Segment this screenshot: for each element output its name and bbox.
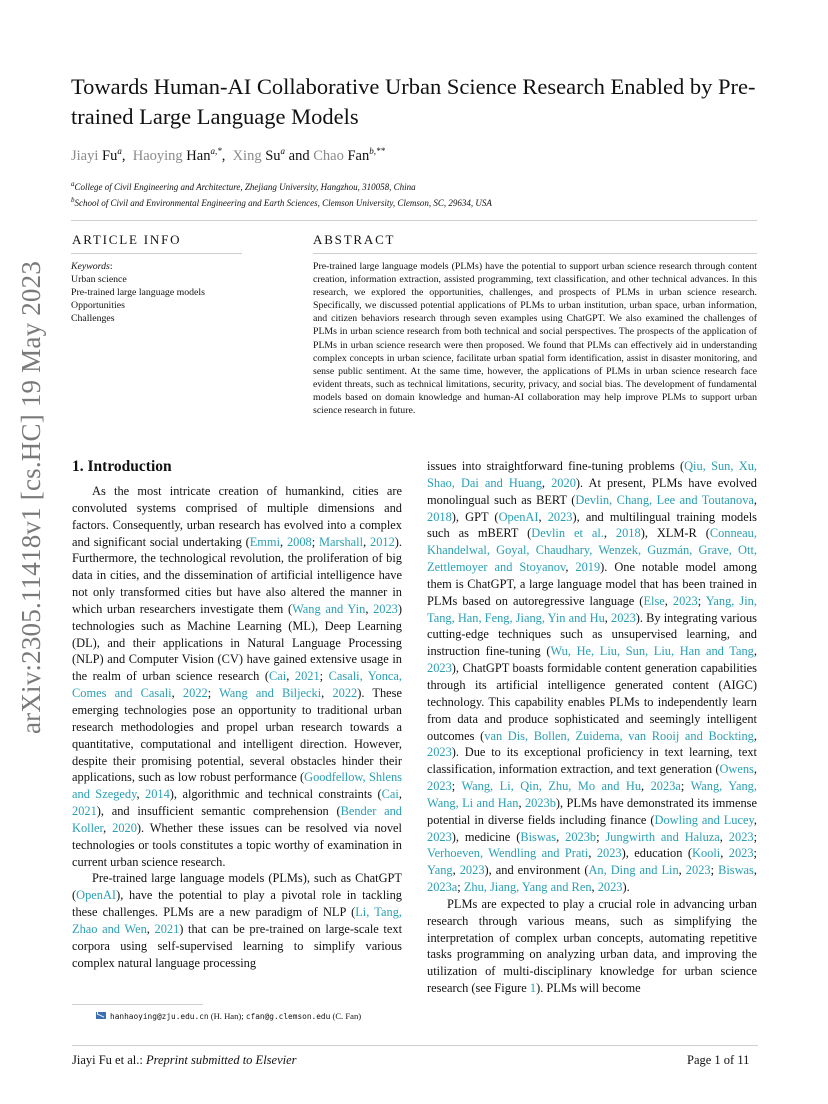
citation-link[interactable]: OpenAI [76, 888, 117, 903]
citation-link[interactable]: Goodfellow, Shlens and Szegedy [72, 770, 402, 802]
author-name: Jiayi Fu$^a$ [71, 146, 122, 164]
citation-link[interactable]: 2014 [145, 787, 170, 802]
citation-link[interactable]: Wang, Li, Qin, Zhu, Mo and Hu [461, 779, 642, 794]
citation-link[interactable]: Wang and Biljecki [219, 686, 322, 701]
paragraph: issues into straightforward fine-tuning problems (Qiu, Sun, Xu, Shao, Dai and Huang, 2020). At present, PLMs have evolved monolingual such as BERT (Devlin, Chang, Lee and Toutanova, 2018), GPT (OpenAI, 2023), and multilingual training models such as mBERT (Devlin et al., 2018), XLM-R (Conneau, Khandelwal, Goyal, Chaudhary, Wenzek, Guzmán, Grave, Ott, Zettlemoyer and Stoyanov, 2019). One notable model among them is ChatGPT, a large language model that has been trained in PLMs based on autoregressive language (Else, 2023; Yang, Jin, Tang, Han, Feng, Jiang, Yin and Hu, 2023). By integrating various cutting-edge techniques such as unsupervised learning, and instruction fine-tuning (Wu, He, Liu, Sun, Liu, Han and Tang, 2023), ChatGPT boasts formidable content generation capabilities through its artificial intelligence generated content (AIGC) technology. This capability enables PLMs to independently learn from data and produce sophisticated and seemingly intelligent outcomes (van Dis, Bollen, Zuidema, van Rooij and Bockting, 2023). Due to its exceptional proficiency in text learning, text classification, information extraction, and text generation (Owens, 2023; Wang, Li, Qin, Zhu, Mo and Hu, 2023a; Wang, Yang, Wang, Li and Han, 2023b), PLMs have demonstrated its immense potential in diverse fields including finance (Dowling and Lucey, 2023), medicine (Biswas, 2023b; Jungwirth and Haluza, 2023; Verhoeven, Wendling and Prati, 2023), education (Kooli, 2023; Yang, 2023), and environment (An, Ding and Lin, 2023; Biswas, 2023a; Zhu, Jiang, Yang and Ren, 2023). [427, 459, 758, 895]
citation-link[interactable]: Qiu, Sun, Xu, Shao, Dai and Huang [427, 459, 758, 490]
citation-link[interactable]: 2023a [650, 779, 681, 794]
citation-link[interactable]: 2023 [459, 863, 485, 878]
arxiv-id: arXiv:2305.11418v1 [cs.HC] 19 May 2023 [16, 260, 47, 734]
keyword: Pre-trained large language models [71, 287, 205, 299]
citation-link[interactable]: 2023b [524, 795, 556, 810]
article-info-heading: ARTICLE INFO [72, 232, 182, 247]
citation-link[interactable]: Cai [381, 787, 399, 802]
citation-link[interactable]: Wang, Yang, Wang, Li and Han [427, 779, 757, 810]
author-name: Xing Su$^a$ [232, 146, 286, 164]
citation-link[interactable]: 2023 [427, 779, 452, 794]
paragraph: Pre-trained large language models (PLMs), such as ChatGPT (OpenAI), have the potential to play a pivotal role in tackling these challenges. PLMs are a new paradigm of NLP (Li, Tang, Zhao and Wen, 2021) that can be pre-trained on large-scale text corpora using self-supervised learning to simplify various complex natural language processing [72, 871, 403, 970]
citation-link[interactable]: Yang [427, 863, 453, 878]
citation-link[interactable]: Jungwirth and Haluza [605, 829, 720, 844]
paragraph: As the most intricate creation of humankind, cities are convoluted systems comprised of multiple dimensions and factors. Consequently, urban research has evolved into a complex and significant social undertaking (Emmi, 2008; Marshall, 2012). Furthermore, the technological revolution, the proliferation of big data in cities, and the dissemination of artificial intelligence have not only transformed cities but have also altered the manner in which urban researchers investigate them (Wang and Yin, 2023) technologies such as Machine Learning (ML), Deep Learning (DL), and their applications in Natural Language Processing (NLP) and Computer Vision (CV) have gained extensive usage in the realm of urban science research (Cai, 2021; Casali, Yonca, Comes and Casali, 2022; Wang and Biljecki, 2022). These emerging technologies pose an opportunity to traditional urban research methodologies and propel urban research towards a quantitative, computational and intelligent direction. However, despite their promising potential, several obstacles hinder their applications, such as low robust performance (Goodfellow, Shlens and Szegedy, 2014), algorithmic and technical constraints (Cai, 2021), and insufficient semantic comprehension (Bender and Koller, 2020). Whether these issues can be resolved via novel technologies or tools constitutes a topic worthy of examination in current urban science research. [72, 484, 403, 869]
section-heading-introduction: 1. Introduction [72, 458, 172, 475]
email-fan[interactable]: cfan@g.clemson.edu [245, 1012, 331, 1021]
citation-link[interactable]: 2023 [597, 880, 623, 895]
keyword: Opportunities [71, 300, 125, 312]
author-name: Chao Fan$^{b,**}$ [313, 146, 385, 164]
paper-title: Towards Human-AI Collaborative Urban Science Research Enabled by Pre-trained Large Language Models [71, 74, 756, 129]
citation-link[interactable]: 2019 [575, 560, 601, 575]
citation-link[interactable]: 2023 [427, 661, 452, 676]
keyword: Urban science [71, 274, 127, 286]
page-number: Page 1 of 11 [687, 1053, 750, 1067]
footer-left: Jiayi Fu et al.: Preprint submitted to Elsevier [72, 1053, 297, 1067]
citation-link[interactable]: Devlin, Chang, Lee and Toutanova [575, 492, 754, 507]
citation-link[interactable]: Casali, Yonca, Comes and Casali [72, 669, 403, 701]
citation-link[interactable]: 2021 [294, 669, 320, 684]
citation-link[interactable]: Emmi [249, 534, 281, 549]
keywords-label: Keywords: [71, 261, 113, 272]
author-list: Jiayi Fu$^a$, Haoying Han$^{a,*}$, Xing Su$^a$ and Chao Fan$^{b,**}$ [71, 146, 385, 164]
citation-link[interactable]: Cai [269, 669, 287, 684]
citation-link[interactable]: Wang and Yin [292, 601, 366, 616]
abstract-heading: ABSTRACT [313, 232, 396, 247]
footer-rule [72, 1045, 758, 1046]
citation-link[interactable]: Biswas [718, 863, 754, 878]
citation-link[interactable]: 2023 [427, 829, 452, 844]
citation-link[interactable]: 2023 [685, 863, 711, 878]
citation-link[interactable]: An, Ding and Lin [588, 863, 679, 878]
affiliation-b: $^b$School of Civil and Environmental Engineering and Earth Sciences, Clemson University, Clemson, SC, 29634, USA [71, 196, 492, 208]
abstract-text: Pre-trained large language models (PLMs) have the potential to support urban science research through content creation, information extraction, assisted programming, text classification, and other technical advances. In this research, we explored the opportunities, challenges, and prospects of PLMs in urban science research. Specifically, we discussed potential applications of PLMs to urban institution, urban space, urban information, and citizen behaviors research through seven examples using ChatGPT. We also examined the challenges of PLMs in urban science research from both technical and social perspectives. The prospects of the application of PLMs in urban science research were then proposed. We found that PLMs can effectively aid in understanding complex concepts in urban science, facilitate urban spatial form identification, assist in disaster monitoring, and sense public sentiment. At the same time, however, the applications of PLMs in urban science research face evident threats, such as technical limitations, security, privacy, and social bias. The development of fundamental models based on domain knowledge and human-AI collaboration may help improve PLMs to support urban science research in future. [313, 261, 757, 417]
citation-link[interactable]: Zhu, Jiang, Yang and Ren [463, 880, 592, 895]
citation-link[interactable]: Devlin et al. [531, 526, 604, 541]
citation-link[interactable]: 1 [529, 981, 537, 996]
arxiv-sidebar-stamp [2, 260, 62, 734]
footnote-rule [72, 1004, 203, 1005]
citation-link[interactable]: van Dis, Bollen, Zuidema, van Rooij and Bockting [484, 728, 754, 743]
citation-link[interactable]: Verhoeven, Wendling and Prati [427, 846, 589, 861]
affiliation-a: $^a$College of Civil Engineering and Architecture, Zhejiang University, Hangzhou, 310058, China [71, 180, 416, 192]
citation-link[interactable]: 2022 [182, 686, 208, 701]
citation-link[interactable]: 2023 [373, 601, 398, 616]
citation-link[interactable]: 2018 [427, 509, 452, 524]
email-han[interactable]: hanhaoying@zju.edu.cn [110, 1012, 209, 1021]
citation-link[interactable]: Bender and Koller [72, 804, 402, 835]
citation-link[interactable]: 2023 [547, 509, 573, 524]
citation-link[interactable]: Kooli [692, 846, 721, 861]
citation-link[interactable]: 2018 [615, 526, 641, 541]
envelope-icon [96, 1012, 106, 1019]
footnote: hanhaoying@zju.edu.cn (H. Han); cfan@g.clemson.edu (C. Fan) [96, 1011, 361, 1021]
body-column-right [427, 458, 757, 997]
citation-link[interactable]: Wu, He, Liu, Sun, Liu, Han and Tang [550, 644, 754, 659]
keywords-block [71, 260, 205, 325]
citation-link[interactable]: 2023 [728, 829, 754, 844]
abstract-rule [313, 253, 757, 254]
citation-link[interactable]: 2023 [596, 846, 622, 861]
keyword: Challenges [71, 313, 115, 325]
author-name: Haoying Han$^{a,*}$ [132, 146, 222, 164]
citation-link[interactable]: 2023b [565, 829, 597, 844]
citation-link[interactable]: OpenAI [498, 509, 539, 524]
citation-link[interactable]: 2012 [370, 534, 395, 549]
citation-link[interactable]: Conneau, Khandelwal, Goyal, Chaudhary, Wenzek, Guzmán, Grave, Ott, Zettlemoyer and Stoyanov [427, 526, 757, 575]
citation-link[interactable]: 2008 [286, 534, 312, 549]
citation-link[interactable]: Marshall [319, 534, 364, 549]
citation-link[interactable]: Biswas [520, 829, 557, 844]
citation-link[interactable]: 2020 [551, 475, 576, 490]
citation-link[interactable]: 2023 [427, 745, 452, 760]
body-column-left [72, 483, 402, 971]
citation-link[interactable]: 2021 [154, 921, 180, 936]
citation-link[interactable]: Li, Tang, Zhao and Wen [72, 905, 402, 936]
citation-link[interactable]: Dowling and Lucey [654, 812, 754, 827]
citation-link[interactable]: 2023a [427, 880, 458, 895]
citation-link[interactable]: 2021 [72, 804, 97, 819]
citation-link[interactable]: 2022 [332, 686, 358, 701]
citation-link[interactable]: 2023 [728, 846, 754, 861]
citation-link[interactable]: 2023 [611, 610, 636, 625]
article-info-rule [71, 253, 242, 254]
citation-link[interactable]: 2023 [672, 593, 698, 608]
citation-link[interactable]: Owens [719, 762, 754, 777]
citation-link[interactable]: Else [643, 593, 665, 608]
paragraph: PLMs are expected to play a crucial role in advancing urban research through various means, such as simplifying the interpretation of complex urban concepts, automating repetitive tasks programming on analyzing urban data, and improving the utilization of multi-disciplinary knowledge for urban science research (see Figure 1). PLMs will become [427, 896, 757, 996]
header-rule [71, 220, 757, 221]
citation-link[interactable]: Yang, Jin, Tang, Han, Feng, Jiang, Yin and Hu [427, 593, 757, 625]
citation-link[interactable]: 2020 [112, 820, 137, 835]
